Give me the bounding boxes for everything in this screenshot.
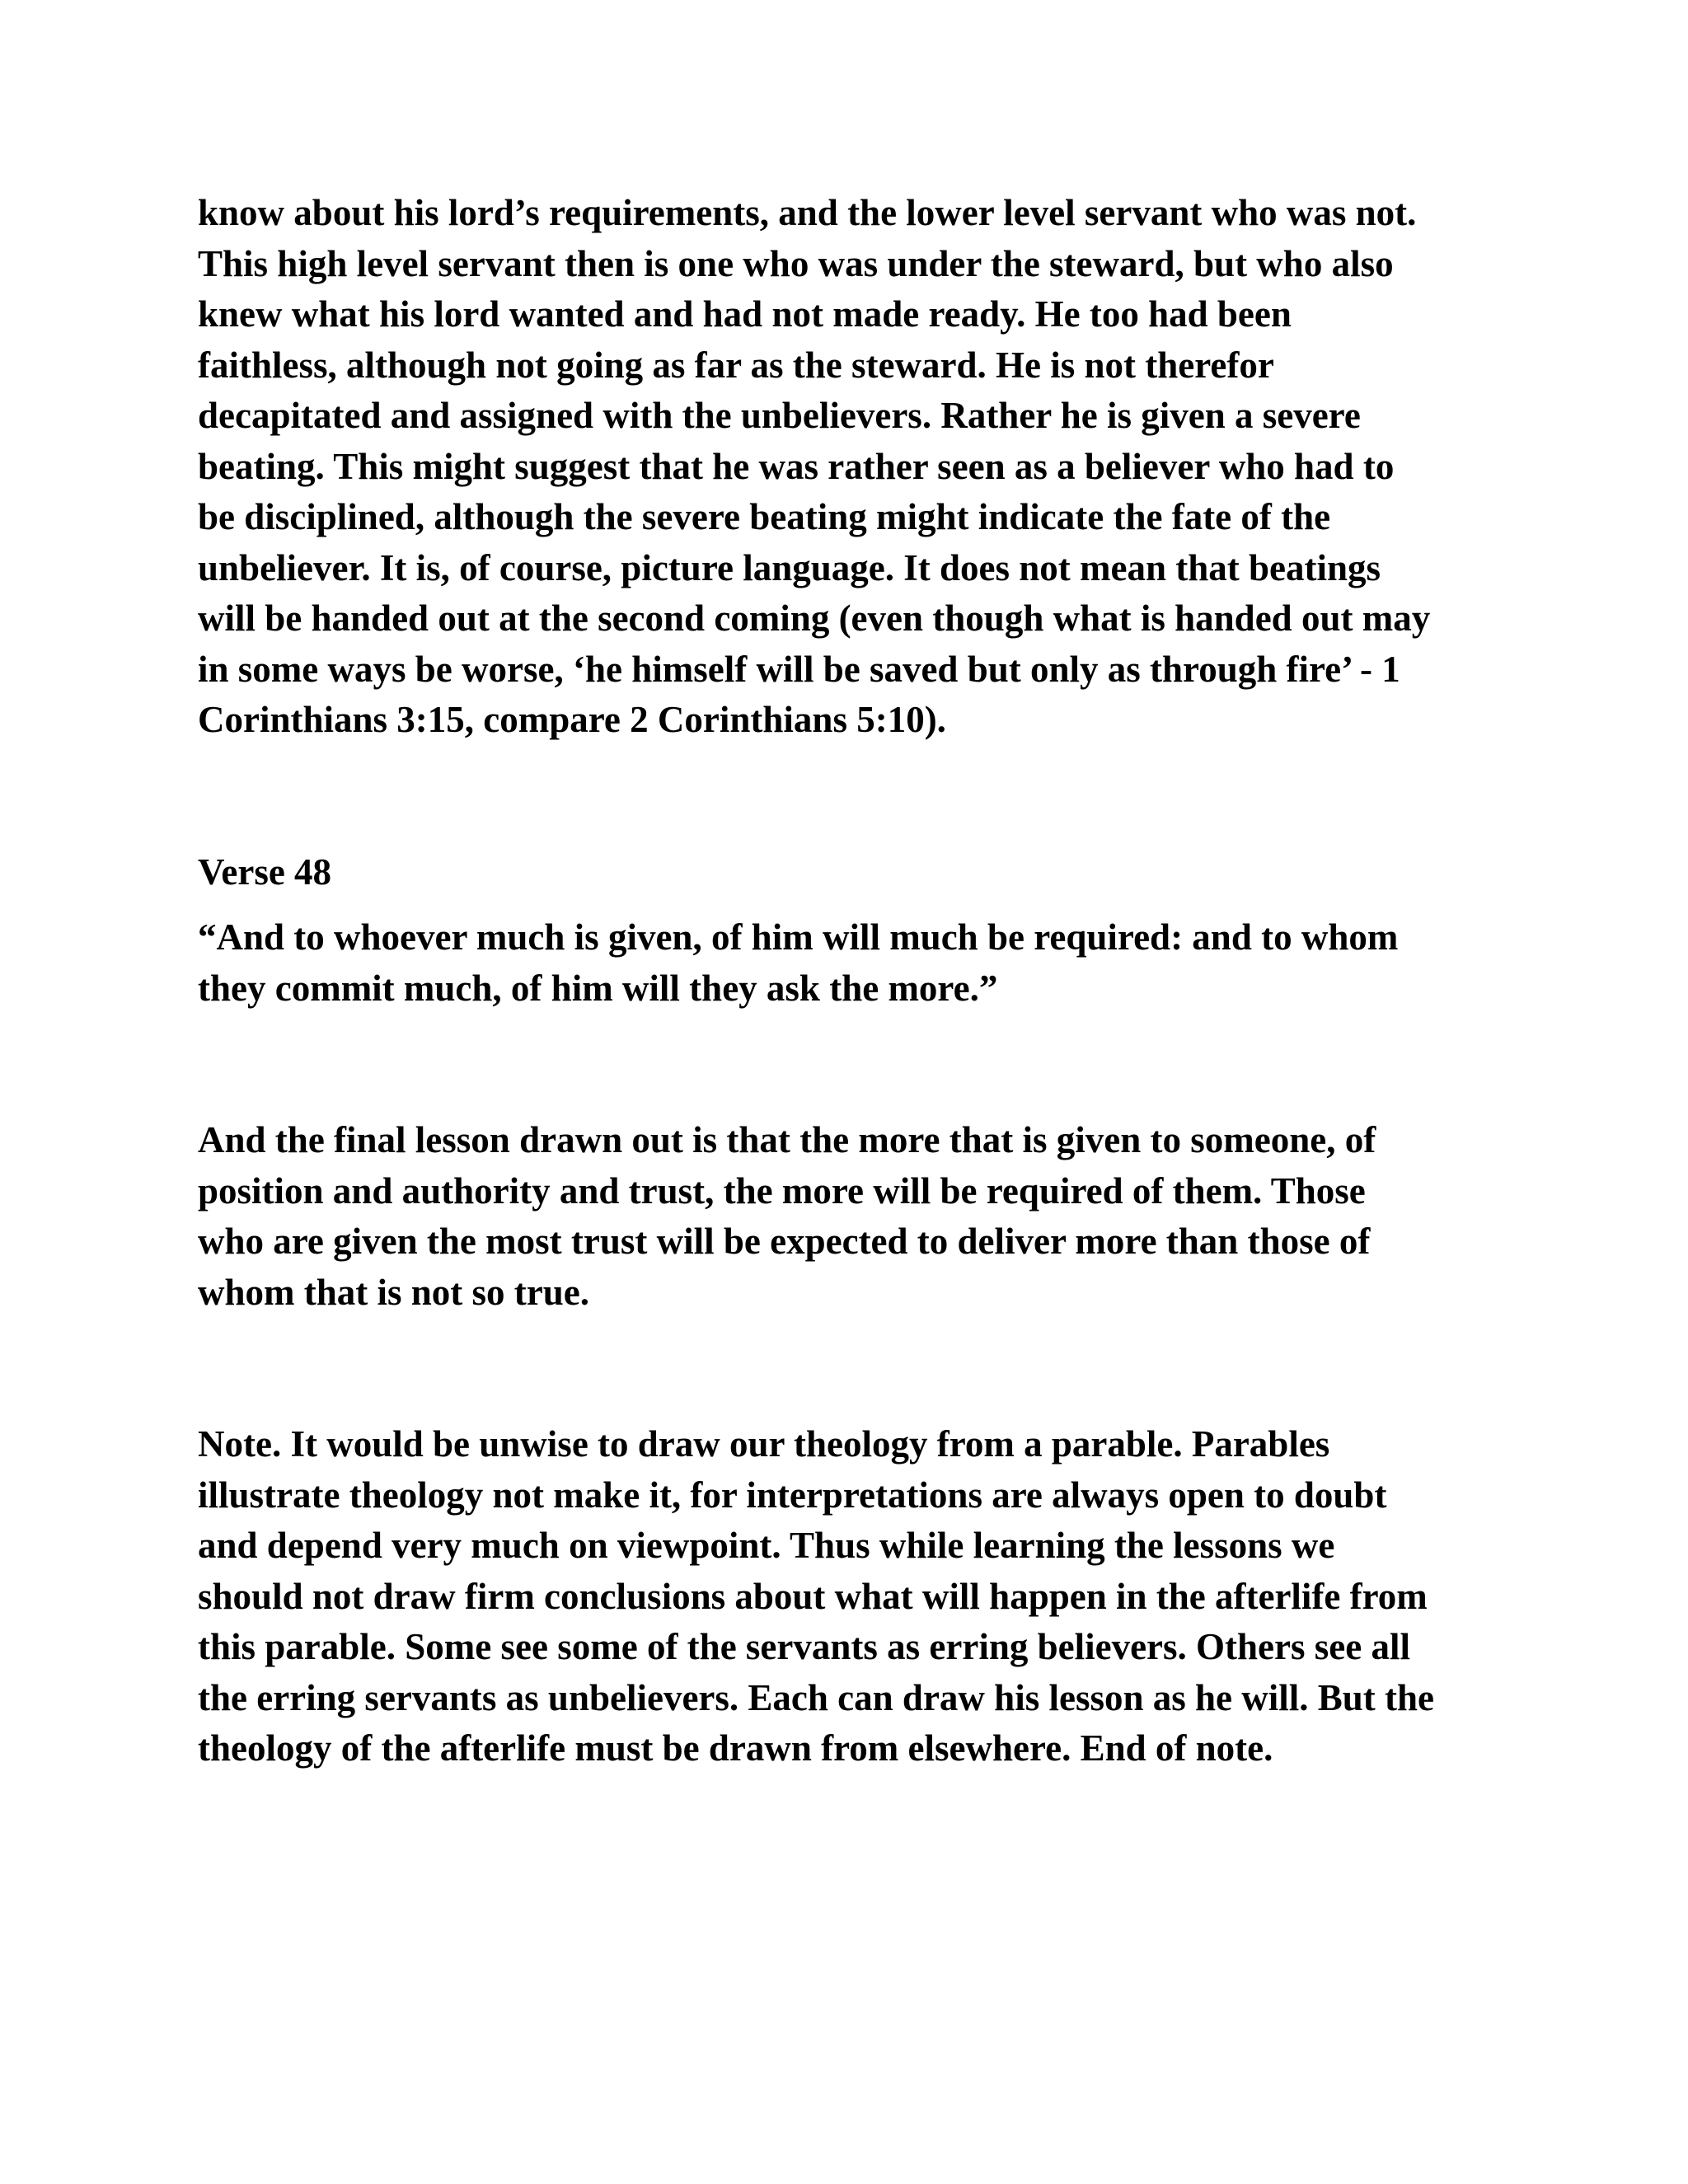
- text-line: illustrate theology not make it, for interpretations are always open to doubt: [198, 1474, 1387, 1516]
- verse-quote: [198, 912, 1484, 1014]
- text-line: And the final lesson drawn out is that the more that is given to someone, of: [198, 1119, 1376, 1160]
- text-line: theology of the afterlife must be drawn from elsewhere. End of note.: [198, 1727, 1273, 1769]
- text-line: position and authority and trust, the more will be required of them. Those: [198, 1169, 1366, 1212]
- lesson-paragraph: [198, 1115, 1484, 1318]
- text-line: the erring servants as unbelievers. Each can draw his lesson as he will. But the: [198, 1676, 1435, 1718]
- text-line: faithless, although not going as far as the steward. He is not therefor: [198, 344, 1274, 386]
- text-line: and depend very much on viewpoint. Thus while learning the lessons we: [198, 1525, 1335, 1566]
- text-line: who are given the most trust will be expected to deliver more than those of: [198, 1221, 1371, 1262]
- text-line: they commit much, of him will they ask the more.”: [198, 967, 998, 1009]
- note-paragraph: [198, 1419, 1484, 1774]
- text-line: in some ways be worse, ‘he himself will be saved but only as through fire’ - 1: [198, 648, 1400, 690]
- text-line: unbeliever. It is, of course, picture language. It does not mean that beatings: [198, 546, 1381, 588]
- text-line: decapitated and assigned with the unbelievers. Rather he is given a severe: [198, 395, 1361, 436]
- text-line: should not draw firm conclusions about what will happen in the afterlife from: [198, 1575, 1428, 1617]
- verse-heading: [198, 847, 1484, 898]
- text-line: whom that is not so true.: [198, 1271, 590, 1313]
- verse-heading-text: Verse 48: [198, 851, 332, 893]
- text-line: will be handed out at the second coming (even though what is handed out may: [198, 598, 1431, 639]
- text-line: This high level servant then is one who was under the steward, but who also: [198, 242, 1394, 284]
- text-line: Corinthians 3:15, compare 2 Corinthians 5:10).: [198, 699, 946, 740]
- text-line: this parable. Some see some of the servants as erring believers. Others see all: [198, 1626, 1410, 1667]
- text-line: know about his lord’s requirements, and the lower level servant who was not.: [198, 192, 1417, 233]
- text-line: be disciplined, although the severe beating might indicate the fate of the: [198, 496, 1331, 537]
- commentary-paragraph: [198, 188, 1484, 746]
- text-line: Note. It would be unwise to draw our theology from a parable. Parables: [198, 1423, 1330, 1465]
- text-line: knew what his lord wanted and had not made ready. He too had been: [198, 293, 1292, 335]
- text-line: “And to whoever much is given, of him will much be required: and to whom: [198, 916, 1399, 958]
- text-line: beating. This might suggest that he was rather seen as a believer who had to: [198, 445, 1395, 487]
- document-body: [198, 188, 1484, 1774]
